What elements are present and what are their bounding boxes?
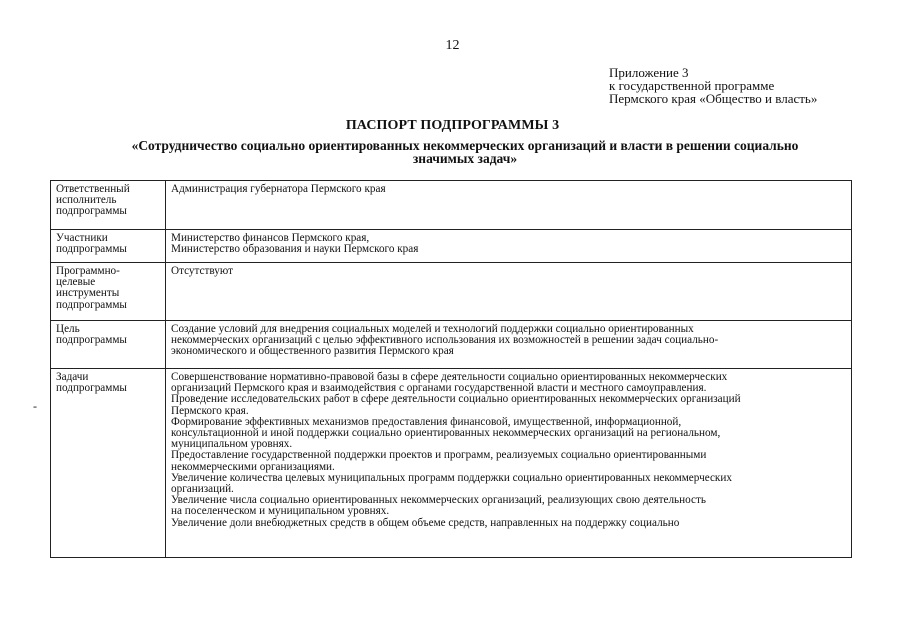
value-line: муниципальном уровнях. xyxy=(171,438,293,451)
appendix-line-3: Пермского края «Общество и власть» xyxy=(609,91,818,106)
table-row-tasks xyxy=(51,369,852,558)
label-line: подпрограммы xyxy=(56,243,127,256)
row-value xyxy=(166,230,852,263)
label-line: Программно- xyxy=(56,265,120,277)
table-row-program-instruments xyxy=(51,263,852,321)
label-line: Участники xyxy=(56,232,108,244)
label-line: Задачи xyxy=(56,371,89,383)
row-label xyxy=(51,230,166,263)
value-line: Проведение исследовательских работ в сфере деятельности социально ориентированных некоммерческих организаций xyxy=(171,393,741,406)
document-subtitle xyxy=(60,139,870,165)
label-line: подпрограммы xyxy=(56,334,127,347)
appendix-line-2: к государственной программе xyxy=(609,78,775,93)
label-line: подпрограммы xyxy=(56,205,127,218)
value-line: Пермского края. xyxy=(171,404,249,417)
value-line: Совершенствование нормативно-правовой базы в сфере деятельности социально ориентированных некоммерческих xyxy=(171,371,728,383)
value-line: экономического и общественного развития Пермского края xyxy=(171,345,454,358)
value-line: организаций. xyxy=(171,483,234,496)
appendix-line-1: Приложение 3 xyxy=(609,65,689,80)
appendix-note xyxy=(609,66,817,105)
row-value xyxy=(166,181,852,230)
row-value xyxy=(166,369,852,558)
row-value xyxy=(166,263,852,321)
value-line: Формирование эффективных механизмов предоставления финансовой, имущественной, информационной, xyxy=(171,415,682,428)
value-line: консультационной и иной поддержки социально ориентированных некоммерческих организаций на региональном, xyxy=(171,427,721,440)
value-line: некоммерческими организациями. xyxy=(171,460,335,473)
row-label xyxy=(51,263,166,321)
label-line: инструменты xyxy=(56,287,120,300)
subtitle-line-2: значимых задач» xyxy=(412,151,518,166)
value-line: Увеличение доли внебюджетных средств в общем объеме средств, направленных на поддержку социально xyxy=(171,516,680,529)
value-line: Увеличение числа социально ориентированных некоммерческих организаций, реализующих свою деятельность xyxy=(171,494,706,507)
row-label xyxy=(51,369,166,558)
row-label xyxy=(51,321,166,369)
value-line: Министерство образования и науки Пермского края xyxy=(171,243,419,256)
label-line: исполнитель xyxy=(56,194,117,207)
label-line: Цель xyxy=(56,323,80,335)
label-line: подпрограммы xyxy=(56,382,127,395)
value-line: Создание условий для внедрения социальных моделей и технологий поддержки социально ориентированных xyxy=(171,323,694,335)
value-line: Увеличение количества целевых муниципальных программ поддержки социально ориентированных некоммерческих xyxy=(171,471,732,484)
document-title: ПАСПОРТ ПОДПРОГРАММЫ 3 xyxy=(345,118,560,133)
table-row-responsible-executor xyxy=(51,181,852,230)
row-value xyxy=(166,321,852,369)
label-line: Ответственный xyxy=(56,183,130,195)
row-label xyxy=(51,181,166,230)
label-line: целевые xyxy=(56,276,96,289)
table-row-participants xyxy=(51,230,852,263)
margin-mark: - xyxy=(33,399,37,413)
value-line: на поселенческом и муниципальном уровнях. xyxy=(171,505,390,518)
value-line: Министерство финансов Пермского края, xyxy=(171,232,370,244)
label-line: подпрограммы xyxy=(56,298,127,311)
value-line: Администрация губернатора Пермского края xyxy=(171,183,386,195)
value-line: некоммерческих организаций с целью эффективного использования их возможностей в решении задач социально- xyxy=(171,334,719,347)
value-line: организаций Пермского края и взаимодействия с органами государственной власти и местного самоуправления. xyxy=(171,382,707,395)
passport-table xyxy=(50,180,852,558)
value-line: Отсутствуют xyxy=(171,265,233,277)
subtitle-line-1: «Сотрудничество социально ориентированных некоммерческих организаций и власти в решении социально xyxy=(131,138,799,153)
value-line: Предоставление государственной поддержки проектов и программ, реализуемых социально ориентированными xyxy=(171,449,707,462)
page-number: 12 xyxy=(445,38,460,53)
table-row-goal xyxy=(51,321,852,369)
